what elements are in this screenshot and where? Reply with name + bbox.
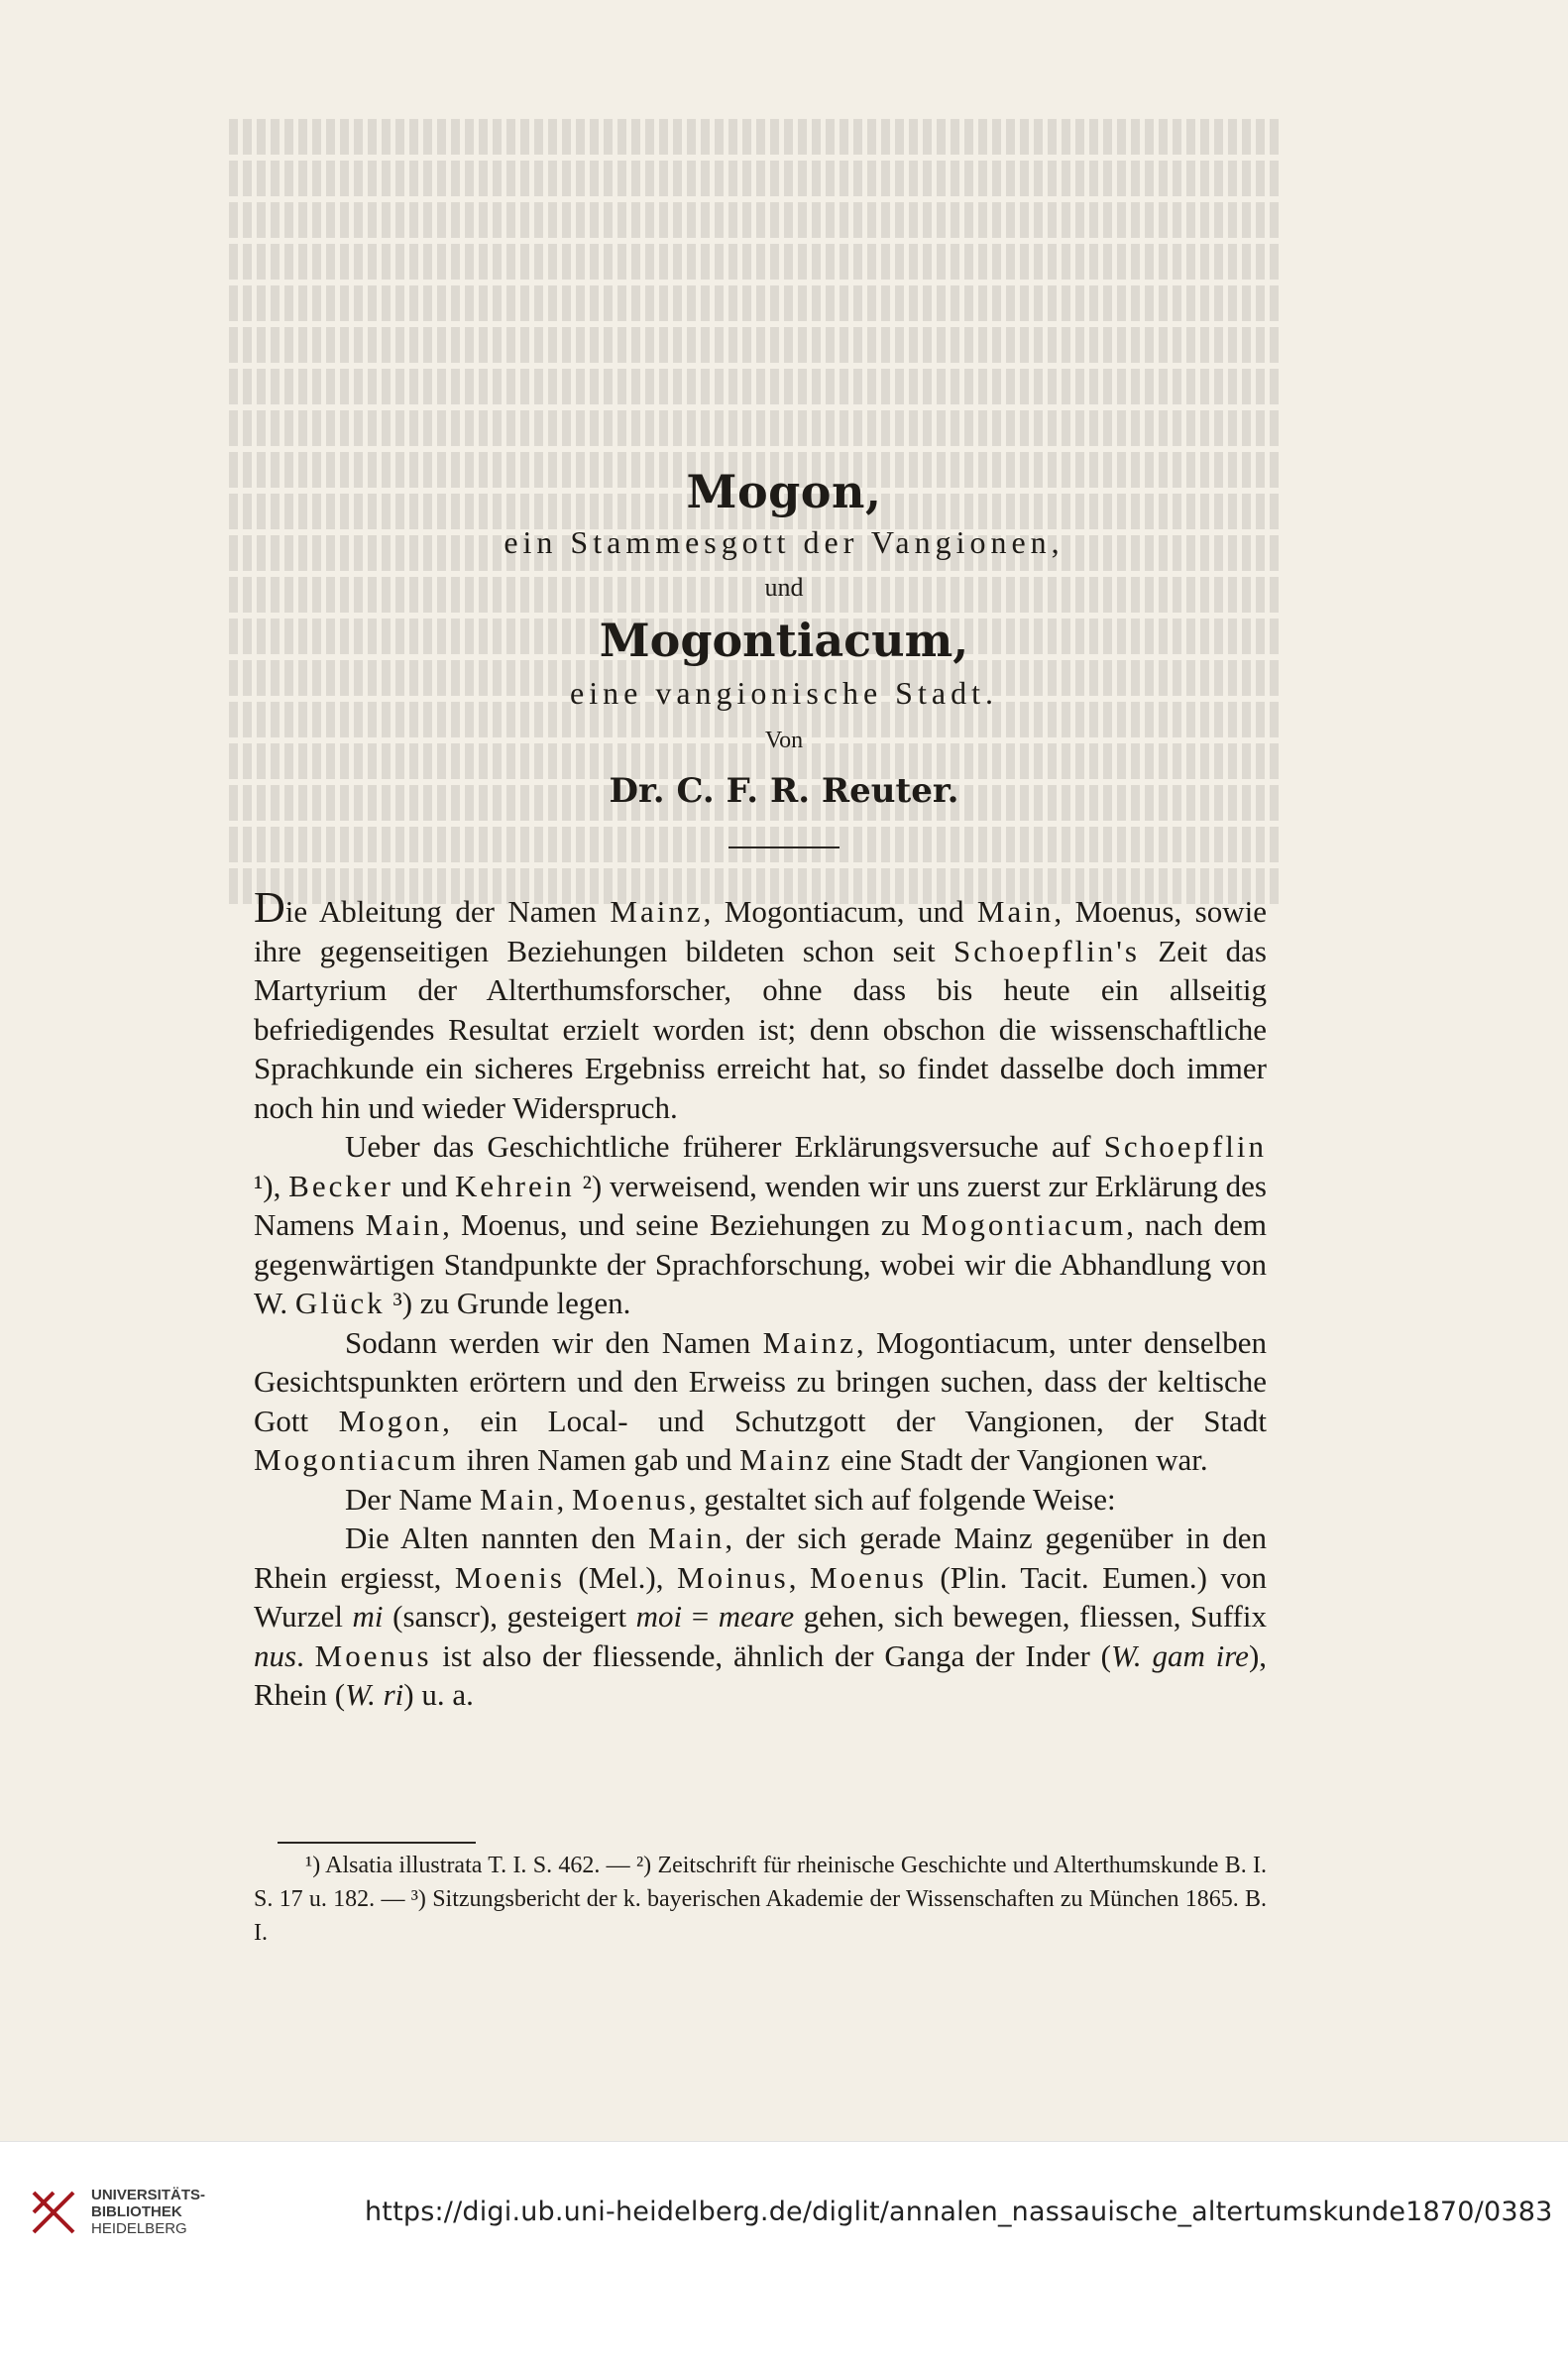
text-run: , (788, 1559, 810, 1595)
text-run: , gestaltet sich auf folgende Weise: (688, 1481, 1116, 1517)
text-run: Mainz (762, 1324, 856, 1360)
text-run: moi (635, 1599, 683, 1634)
footnote-divider (278, 1842, 476, 1844)
text-run: Mainz (610, 894, 704, 929)
text-run: W. gam ire (1110, 1637, 1249, 1673)
main-title: Mogon, (686, 465, 882, 518)
viewer-footer (0, 2141, 1568, 2368)
institution-line-1: UNIVERSITÄTS- (91, 2187, 206, 2203)
footnotes (254, 1849, 1267, 1950)
text-run: ist also der fliessende, ähnlich der Ganga der Inder ( (431, 1637, 1111, 1673)
text-run: Glück (294, 1286, 386, 1320)
text-run: Zeit das Martyrium der Alterthumsforscher, ohne dass bis heute ein allseitig befriedigendes Resultat erzielt worden ist; denn obschon die wissenschaftliche Sprachkunde ein sicheres Ergebniss erreicht hat, so findet dasselbe doch immer noch hin und wieder Widerspruch. (254, 933, 1267, 1125)
text-run: Kehrein (454, 1168, 575, 1203)
text-run: , Moenus, und seine Beziehungen zu (442, 1207, 922, 1242)
text-run: , Mogontiacum, unter denselben Gesichtspunkten erörtern und den Erweiss zu bringen suchen, dass der keltische Gott (254, 1324, 1267, 1438)
text-run: ), Rhein ( (254, 1637, 1268, 1712)
text-run: ¹), (254, 1168, 289, 1203)
text-run: Mogontiacum (921, 1207, 1127, 1242)
institution-line-2: BIBLIOTHEK (91, 2203, 182, 2220)
paragraph (254, 1127, 1267, 1323)
text-run: (sanscr), gesteigert (383, 1599, 636, 1634)
drop-cap: D (254, 883, 285, 932)
paragraph (254, 883, 1268, 1127)
body-text (254, 883, 1268, 1715)
text-run: , Moenus, sowie ihre gegenseitigen Beziehungen bildeten schon seit (254, 894, 1268, 968)
text-run: eine Stadt der Vangionen war. (833, 1442, 1208, 1477)
text-run: Mogon (338, 1403, 443, 1438)
text-run: = (682, 1599, 719, 1634)
text-run: W. ri (345, 1677, 404, 1712)
footnote-text: ¹) Alsatia illustrata T. I. S. 462. — ²) Zeitschrift für rheinische Geschichte und Alterthumskunde B. I. S. 17 u. 182. — ³) Sitzungsbericht der k. bayerischen Akademie der Wissenschaften zu München 1865. B. I. (254, 1853, 1267, 1946)
text-run: . (296, 1637, 315, 1673)
text-run: nus (254, 1637, 297, 1673)
text-run: mi (352, 1599, 384, 1634)
text-run: Main (976, 894, 1055, 929)
ub-heidelberg-logo-icon (28, 2187, 79, 2238)
text-run: Main (480, 1481, 557, 1517)
text-run: Die Alten nannten den (345, 1521, 648, 1555)
title-divider (728, 846, 840, 848)
paragraph (254, 1519, 1267, 1715)
text-run: Schoepflin's (953, 933, 1140, 968)
text-run: meare (718, 1599, 795, 1634)
text-run: ²) verweisend, wenden wir uns zuerst zur Erklärung des Namens (254, 1168, 1267, 1242)
title-block (0, 464, 1568, 848)
text-run: (Plin. Tacit. Eumen.) von Wurzel (254, 1559, 1267, 1634)
text-run: Moenis (454, 1559, 565, 1595)
text-run: ) u. a. (403, 1677, 474, 1712)
text-run: Mainz (739, 1442, 834, 1477)
text-run: Moenus (314, 1637, 432, 1673)
text-run: und (392, 1168, 455, 1203)
text-run: Moenus (810, 1559, 927, 1595)
text-run: Mogontiacum (254, 1442, 459, 1477)
text-run: , nach dem gegenwärtigen Standpunkte der Sprachforschung, wobei wir die Abhandlung von W. (254, 1207, 1268, 1320)
text-run: gehen, sich bewegen, fliessen, Suffix (794, 1599, 1267, 1634)
text-run: Main (365, 1207, 443, 1242)
by-line: Von (764, 728, 804, 753)
subtitle: ein Stammesgott der Vangionen, (504, 524, 1064, 560)
institution-name (91, 2187, 205, 2237)
text-run: , ein Local- und Schutzgott der Vangionen, der Stadt (442, 1403, 1267, 1438)
text-run: ihren Namen gab und (458, 1442, 740, 1477)
text-run: ³) zu Grunde legen. (385, 1286, 631, 1320)
text-run: Moinus (677, 1559, 789, 1595)
second-title: Mogontiacum, (599, 614, 969, 667)
second-subtitle: eine vangionische Stadt. (570, 675, 998, 711)
text-run: , der sich gerade Mainz gegenüber in den Rhein ergiesst, (254, 1521, 1267, 1595)
text-run: ie Ableitung der Namen (284, 894, 611, 929)
text-run: Schoepflin (1103, 1129, 1267, 1164)
paragraph (254, 1323, 1267, 1480)
text-run: Ueber das Geschichtliche früherer Erklärungsversuche auf (345, 1129, 1104, 1164)
paragraph (254, 1480, 1267, 1520)
text-run: Main (647, 1521, 726, 1555)
conjunction: und (764, 573, 804, 602)
text-run: Becker (288, 1168, 393, 1203)
text-run: , Mogontiacum, und (703, 894, 977, 929)
text-run: Sodann werden wir den Namen (345, 1324, 763, 1360)
author: Dr. C. F. R. Reuter. (609, 771, 959, 811)
institution-line-3: HEIDELBERG (91, 2220, 187, 2237)
text-run: (Mel.), (564, 1559, 677, 1595)
text-run: Der Name (345, 1481, 480, 1517)
text-run: Moenus (571, 1481, 689, 1517)
permalink-url[interactable]: https://digi.ub.uni-heidelberg.de/diglit/annalen_nassauische_altertumskunde1870/0383 (365, 2197, 1553, 2227)
text-run: , (556, 1481, 572, 1517)
